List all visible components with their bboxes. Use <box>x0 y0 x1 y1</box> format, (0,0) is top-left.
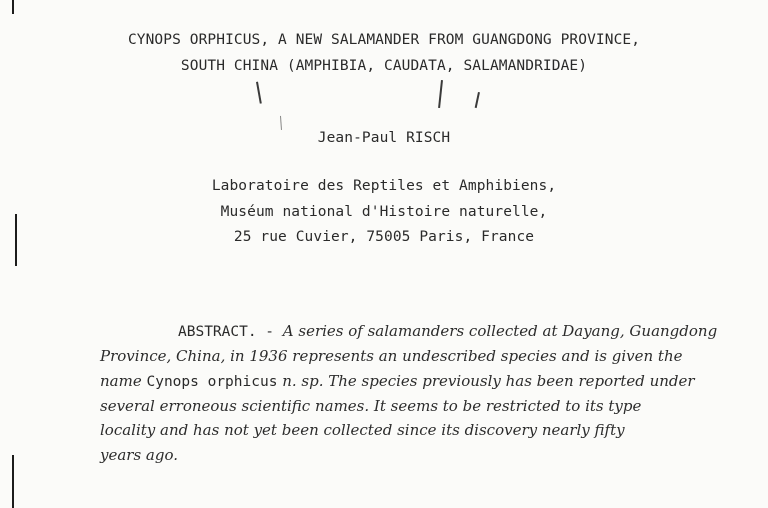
scan-edge-mark <box>12 0 14 14</box>
paper-title-line-2: SOUTH CHINA (AMPHIBIA, CAUDATA, SALAMANDRIDAE) <box>180 58 588 74</box>
abstract-line-5: locality and has not yet been collected since its discovery nearly fifty <box>100 421 625 439</box>
abstract-line-3 <box>100 372 720 390</box>
abstract-line-1 <box>178 322 768 340</box>
paper-title-line-1: CYNOPS ORPHICUS, A NEW SALAMANDER FROM GUANGDONG PROVINCE, <box>127 32 641 48</box>
scan-edge-mark <box>12 455 14 508</box>
abstract-text: A series of salamanders collected at Dayang, Guangdong <box>282 322 718 340</box>
scan-artifact <box>280 116 282 130</box>
affiliation-line-2: Muséum national d'Histoire naturelle, <box>220 204 548 220</box>
abstract-label: ABSTRACT. - <box>178 324 283 340</box>
scan-artifact <box>475 92 480 108</box>
abstract-line-4: several erroneous scientific names. It seems to be restricted to its type <box>100 397 642 415</box>
author-name: Jean-Paul RISCH <box>317 130 451 146</box>
affiliation-line-1: Laboratoire des Reptiles et Amphibiens, <box>211 178 557 194</box>
abstract-line-6: years ago. <box>100 446 179 464</box>
scan-artifact <box>256 82 262 104</box>
abstract-line-2: Province, China, in 1936 represents an undescribed species and is given the <box>100 347 683 365</box>
affiliation-line-3: 25 rue Cuvier, 75005 Paris, France <box>233 229 535 245</box>
abstract-text: n. sp. The species previously has been reported under <box>277 372 695 390</box>
abstract-text: name <box>100 372 147 390</box>
species-name: Cynops orphicus <box>146 374 278 390</box>
scan-artifact <box>438 80 443 108</box>
